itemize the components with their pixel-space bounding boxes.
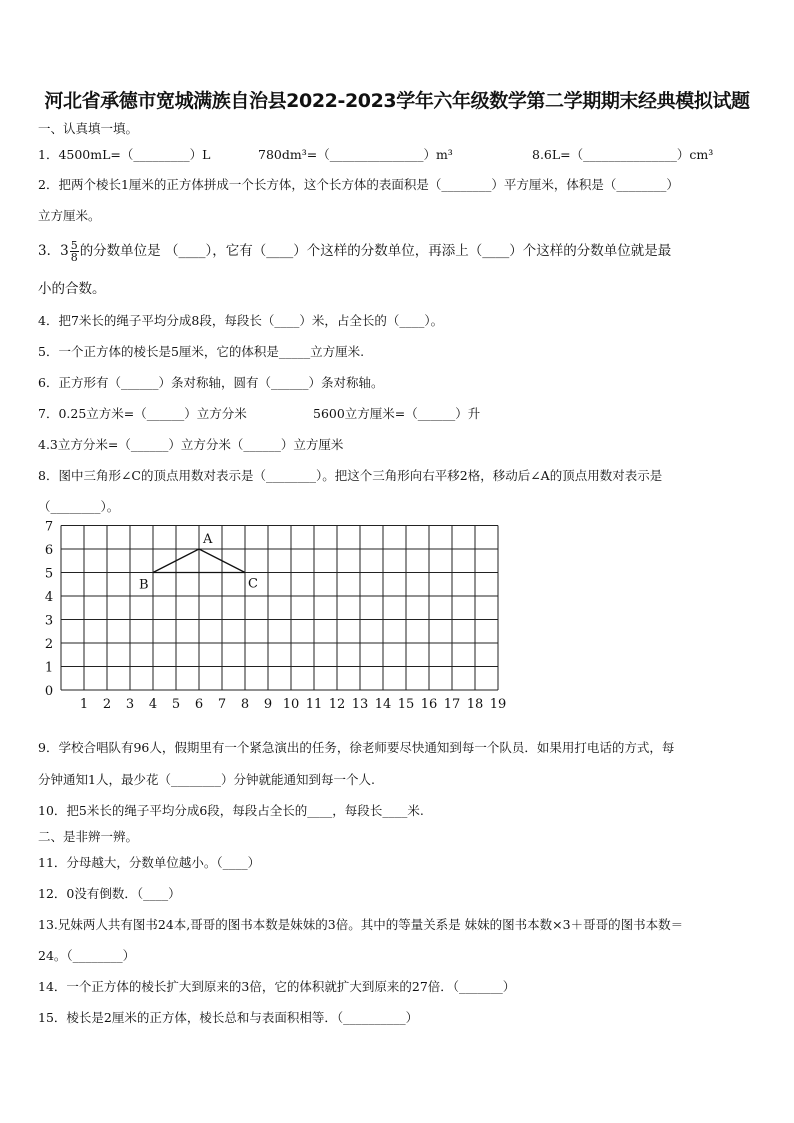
vertex-label-c: C bbox=[248, 576, 258, 592]
x-tick-label: 2 bbox=[102, 697, 112, 712]
x-tick-label: 10 bbox=[282, 697, 300, 712]
question-2-line1: 2．把两个棱长1厘米的正方体拼成一个长方体，这个长方体的表面积是（________）平方厘米，体积是（________） bbox=[38, 177, 679, 192]
x-tick-label: 6 bbox=[194, 697, 204, 712]
y-tick-label: 5 bbox=[44, 566, 54, 582]
x-tick-label: 13 bbox=[351, 697, 369, 712]
question-3-line1 bbox=[38, 240, 671, 263]
question-3-prefix: 3．3 bbox=[38, 243, 69, 259]
grid-lines bbox=[61, 526, 498, 691]
question-8-line2: （________）。 bbox=[38, 499, 120, 514]
question-5: 5．一个正方体的棱长是5厘米，它的体积是_____立方厘米. bbox=[38, 344, 365, 359]
question-1a: 1．4500mL=（_________）L bbox=[38, 147, 211, 162]
x-tick-label: 4 bbox=[148, 697, 158, 712]
question-11: 11．分母越大，分数单位越小。（____） bbox=[38, 855, 261, 870]
y-tick-label: 3 bbox=[44, 613, 54, 629]
question-9-line1: 9．学校合唱队有96人，假期里有一个紧急演出的任务，徐老师要尽快通知到每一个队员．如果用打电话的方式，每 bbox=[38, 740, 675, 755]
question-8-line1: 8．图中三角形∠C的顶点用数对表示是（________）。把这个三角形向右平移2格，移动后∠A的顶点用数对表示是 bbox=[38, 468, 663, 483]
x-tick-label: 8 bbox=[240, 697, 250, 712]
x-tick-label: 11 bbox=[305, 697, 323, 712]
question-4: 4．把7米长的绳子平均分成8段，每段长（____）米，占全长的（____）。 bbox=[38, 313, 444, 328]
question-6: 6．正方形有（______）条对称轴，圆有（______）条对称轴。 bbox=[38, 375, 384, 390]
question-9-line2: 分钟通知1人，最少花（________）分钟就能通知到每一个人. bbox=[38, 772, 375, 787]
coordinate-grid-figure bbox=[40, 519, 507, 716]
x-tick-label: 16 bbox=[420, 697, 438, 712]
y-tick-label: 4 bbox=[44, 590, 54, 605]
y-tick-label: 0 bbox=[44, 684, 54, 699]
question-3-rest: 的分数单位是 （____），它有（____）个这样的分数单位，再添上（____）个这样的分数单位就是最 bbox=[79, 243, 672, 259]
question-7a: 7．0.25立方米=（______）立方分米 bbox=[38, 406, 247, 421]
x-tick-label: 9 bbox=[263, 697, 273, 712]
x-tick-label: 18 bbox=[466, 697, 484, 712]
mixed-number-fraction bbox=[70, 240, 79, 263]
page-title: 河北省承德市宽城满族自治县2022-2023学年六年级数学第二学期期末经典模拟试题 bbox=[44, 90, 750, 112]
question-2-line2: 立方厘米。 bbox=[38, 208, 101, 223]
x-tick-label: 15 bbox=[397, 697, 415, 712]
question-13-line2: 24。（________） bbox=[38, 948, 136, 963]
question-1c: 8.6L=（_______________）cm³ bbox=[532, 147, 714, 162]
x-tick-label: 17 bbox=[443, 697, 461, 712]
vertex-label-a: A bbox=[203, 532, 213, 547]
x-tick-label: 12 bbox=[328, 697, 346, 712]
x-tick-label: 19 bbox=[489, 697, 507, 712]
axis-tick-labels bbox=[45, 520, 506, 713]
question-3-line2: 小的合数。 bbox=[38, 281, 106, 297]
question-15: 15．棱长是2厘米的正方体，棱长总和与表面积相等．（__________） bbox=[38, 1010, 419, 1025]
question-1b: 780dm³=（_______________）m³ bbox=[258, 147, 453, 162]
y-tick-label: 1 bbox=[44, 660, 54, 676]
section-2-heading: 二、是非辨一辨。 bbox=[38, 829, 139, 844]
question-7c: 4.3立方分米=（______）立方分米（______）立方厘米 bbox=[38, 437, 344, 452]
question-14: 14．一个正方体的棱长扩大到原来的3倍，它的体积就扩大到原来的27倍．（_______） bbox=[38, 979, 516, 994]
y-tick-label: 2 bbox=[44, 637, 54, 652]
question-7b: 5600立方厘米=（______）升 bbox=[313, 406, 481, 421]
y-tick-label: 6 bbox=[44, 543, 54, 558]
question-13-line1: 13.兄妹两人共有图书24本,哥哥的图书本数是妹妹的3倍。其中的等量关系是 妹妹的图书本数×3＋哥哥的图书本数＝ bbox=[38, 917, 684, 932]
fraction-numerator: 5 bbox=[70, 239, 78, 252]
question-10: 10．把5米长的绳子平均分成6段，每段占全长的____，每段长____米. bbox=[38, 803, 424, 818]
x-tick-label: 3 bbox=[125, 697, 135, 712]
y-tick-label: 7 bbox=[44, 519, 54, 535]
vertex-label-b: B bbox=[139, 577, 149, 593]
x-tick-label: 7 bbox=[217, 697, 227, 712]
question-12: 12．0没有倒数．（____） bbox=[38, 886, 181, 901]
x-tick-label: 5 bbox=[171, 697, 181, 712]
x-tick-label: 14 bbox=[374, 697, 392, 712]
x-tick-label: 1 bbox=[79, 697, 89, 712]
section-1-heading: 一、认真填一填。 bbox=[38, 121, 139, 136]
fraction-denominator: 8 bbox=[70, 251, 78, 264]
